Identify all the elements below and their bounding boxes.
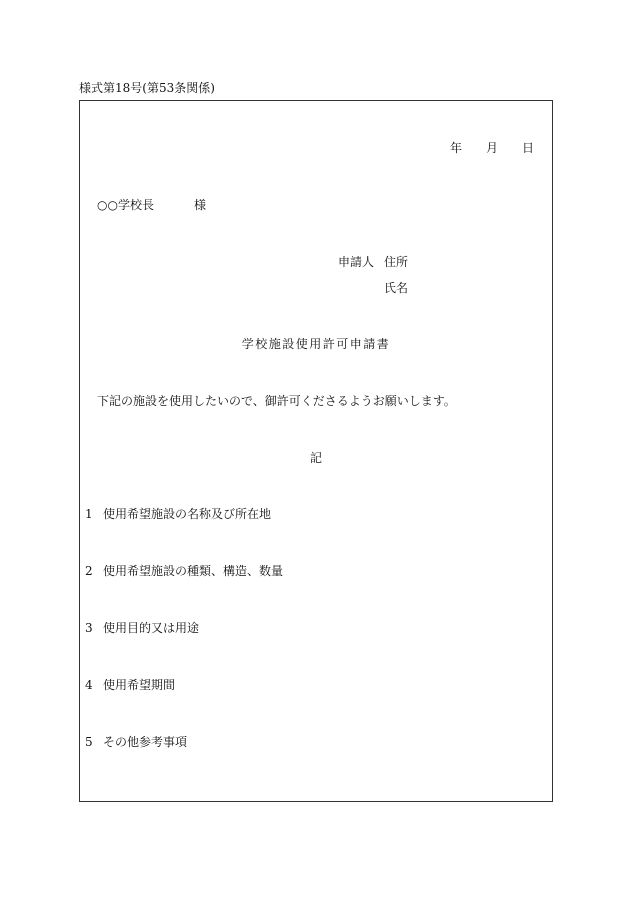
date-month-label: 月 [485, 141, 498, 155]
item-text: 使用希望施設の種類、構造、数量 [103, 564, 284, 578]
date-day-label: 日 [521, 141, 534, 155]
form-number: 様式第18号(第53条関係) [79, 81, 215, 95]
document-title: 学校施設使用許可申請書 [241, 337, 391, 351]
addressee-name: ○○学校長 [97, 198, 154, 212]
item-number: 2 [85, 564, 93, 578]
addressee-honorific: 様 [193, 198, 206, 212]
item-number: 3 [85, 621, 93, 635]
item-text: 使用希望期間 [103, 678, 176, 692]
list-item [85, 621, 199, 635]
list-item [85, 564, 283, 578]
item-number: 1 [85, 507, 93, 521]
list-item [85, 678, 175, 692]
ki-heading: 記 [309, 451, 322, 465]
item-text: その他参考事項 [103, 735, 188, 749]
date-year-label: 年 [449, 141, 462, 155]
applicant-address-label: 住所 [384, 255, 409, 269]
item-number: 4 [85, 678, 93, 692]
list-item [85, 735, 187, 749]
application-form-frame [79, 100, 553, 802]
addressee [97, 198, 206, 212]
applicant-line [338, 255, 408, 269]
item-text: 使用希望施設の名称及び所在地 [103, 507, 272, 521]
item-text: 使用目的又は用途 [103, 621, 200, 635]
list-item [85, 507, 271, 521]
request-statement: 下記の施設を使用したいので、御許可くださるようお願いします。 [97, 394, 456, 408]
item-number: 5 [85, 735, 93, 749]
applicant-label: 申請人 [338, 255, 375, 269]
date-line [450, 141, 534, 155]
applicant-name-label: 氏名 [384, 281, 409, 295]
